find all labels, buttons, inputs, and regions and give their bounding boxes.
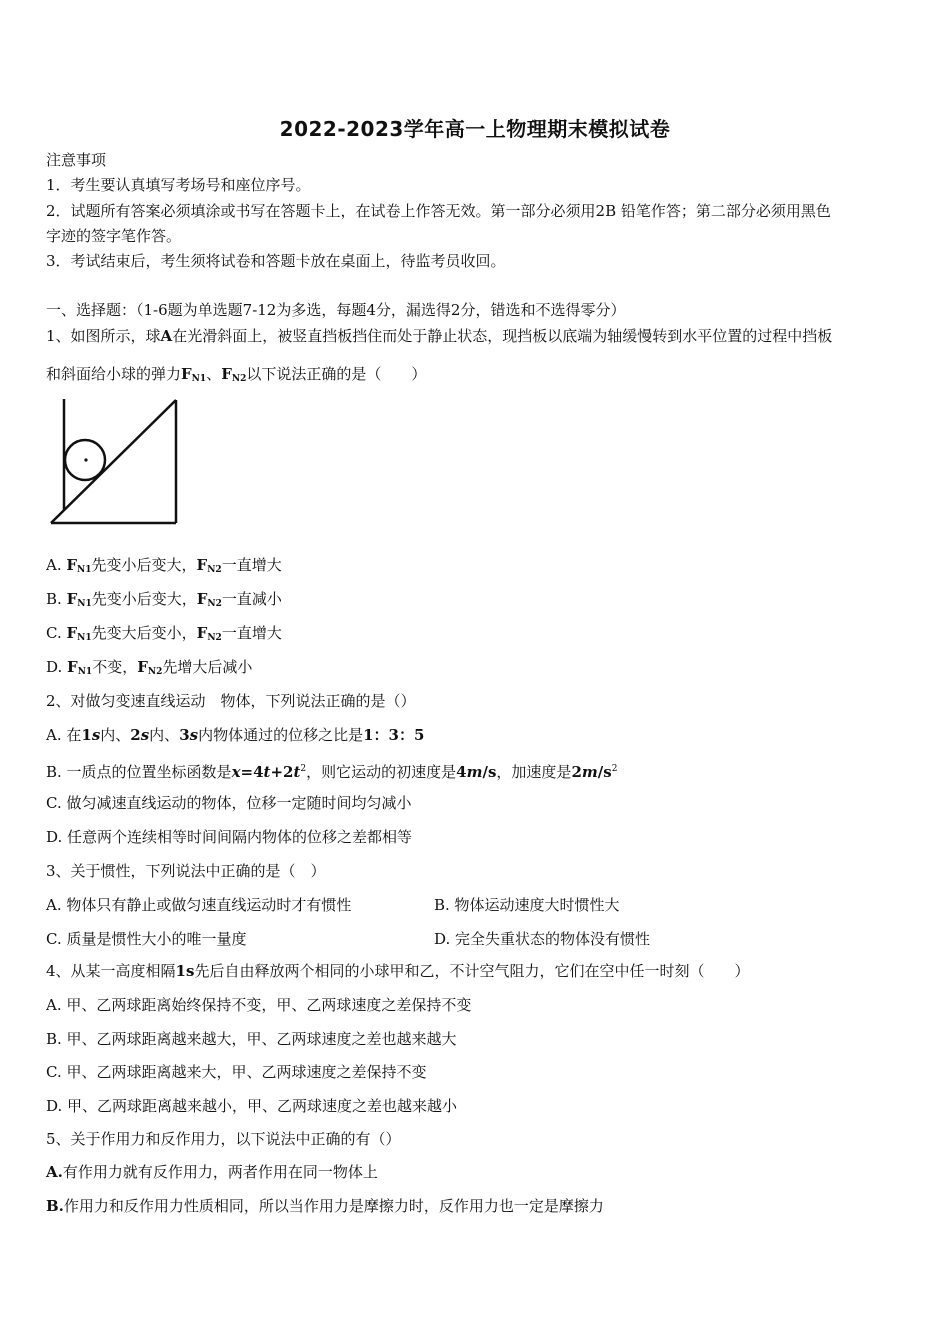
q3-stem: 3、关于惯性，下列说法中正确的是（ ）	[46, 862, 326, 880]
q3-option-a: A. 物体只有静止或做匀速直线运动时才有惯性	[46, 896, 352, 914]
q4-option-d: D. 甲、乙两球距离越来越小，甲、乙两球速度之差也越来越小	[46, 1097, 458, 1115]
incline-ball-diagram	[46, 396, 182, 528]
q1-stem-line1: 1、如图所示，球A在光滑斜面上，被竖直挡板挡住而处于静止状态，现挡板以底端为轴缓慢转到水平位置的过程中挡板	[46, 327, 833, 345]
q4-option-a: A. 甲、乙两球距离始终保持不变，甲、乙两球速度之差保持不变	[46, 996, 472, 1014]
q3-option-d: D. 完全失重状态的物体没有惯性	[434, 930, 651, 948]
section-heading: 一、选择题：（1-6题为单选题7-12为多选，每题4分，漏选得2分，错选和不选得零分）	[46, 301, 626, 319]
q2-option-b: B. 一质点的位置坐标函数是$x=4t+2t^2$，则它运动的初速度是4m/s，加速度是$2m/s^2$	[46, 763, 618, 781]
q4-option-b: B. 甲、乙两球距离越来越大，甲、乙两球速度之差也越来越大	[46, 1030, 457, 1048]
q3-row-ab	[46, 895, 351, 915]
q5-option-a: A.有作用力就有反作用力，两者作用在同一物体上	[46, 1163, 378, 1181]
notice-item-1: 1．考生要认真填写考场号和座位序号。	[46, 176, 311, 194]
q2-option-c: C. 做匀减速直线运动的物体，位移一定随时间均匀减小	[46, 794, 412, 812]
q1-stem-line2: 和斜面给小球的弹力$F_{N1}$、$F_{N2}$以下说法正确的是（ ）	[46, 365, 427, 384]
notice-heading: 注意事项	[46, 151, 107, 169]
q1-option-d: D. $F_{N1}$不变，$F_{N2}$先增大后减小	[46, 658, 253, 677]
q2-option-a: A. 在1s内、2s内、3s内物体通过的位移之比是1：3：5	[46, 726, 425, 744]
ball-center-dot	[84, 458, 87, 461]
q5-stem: 5、关于作用力和反作用力，以下说法中正确的有（）	[46, 1130, 401, 1148]
q1-option-a: A. $F_{N1}$先变小后变大，$F_{N2}$一直增大	[46, 556, 282, 575]
q5-option-b: B.作用力和反作用力性质相同，所以当作用力是摩擦力时，反作用力也一定是摩擦力	[46, 1197, 604, 1215]
notice-item-3: 3．考试结束后，考生须将试卷和答题卡放在桌面上，待监考员收回。	[46, 252, 506, 270]
page-title: 2022-2023学年高一上物理期末模拟试卷	[279, 117, 671, 141]
q3-option-b: B. 物体运动速度大时惯性大	[434, 896, 620, 914]
q2-stem: 2、对做匀变速直线运动 物体，下列说法正确的是（）	[46, 692, 416, 710]
notice-item-2-cont: 字迹的签字笔作答。	[46, 227, 182, 245]
q3-option-c: C. 质量是惯性大小的唯一量度	[46, 930, 247, 948]
q2-option-d: D. 任意两个连续相等时间间隔内物体的位移之差都相等	[46, 828, 413, 846]
q1-option-b: B. $F_{N1}$先变小后变大，$F_{N2}$一直减小	[46, 590, 282, 609]
q4-stem: 4、从某一高度相隔1s先后自由释放两个相同的小球甲和乙，不计空气阻力，它们在空中任一时刻（ ）	[46, 962, 750, 980]
q4-option-c: C. 甲、乙两球距离越来大，甲、乙两球速度之差保持不变	[46, 1063, 427, 1081]
incline-line	[51, 400, 176, 523]
notice-item-2: 2．试题所有答案必须填涂或书写在答题卡上，在试卷上作答无效。第一部分必须用2B 铅笔作答；第二部分必须用黑色	[46, 202, 831, 220]
q1-option-c: C. $F_{N1}$先变大后变小，$F_{N2}$一直增大	[46, 624, 282, 643]
